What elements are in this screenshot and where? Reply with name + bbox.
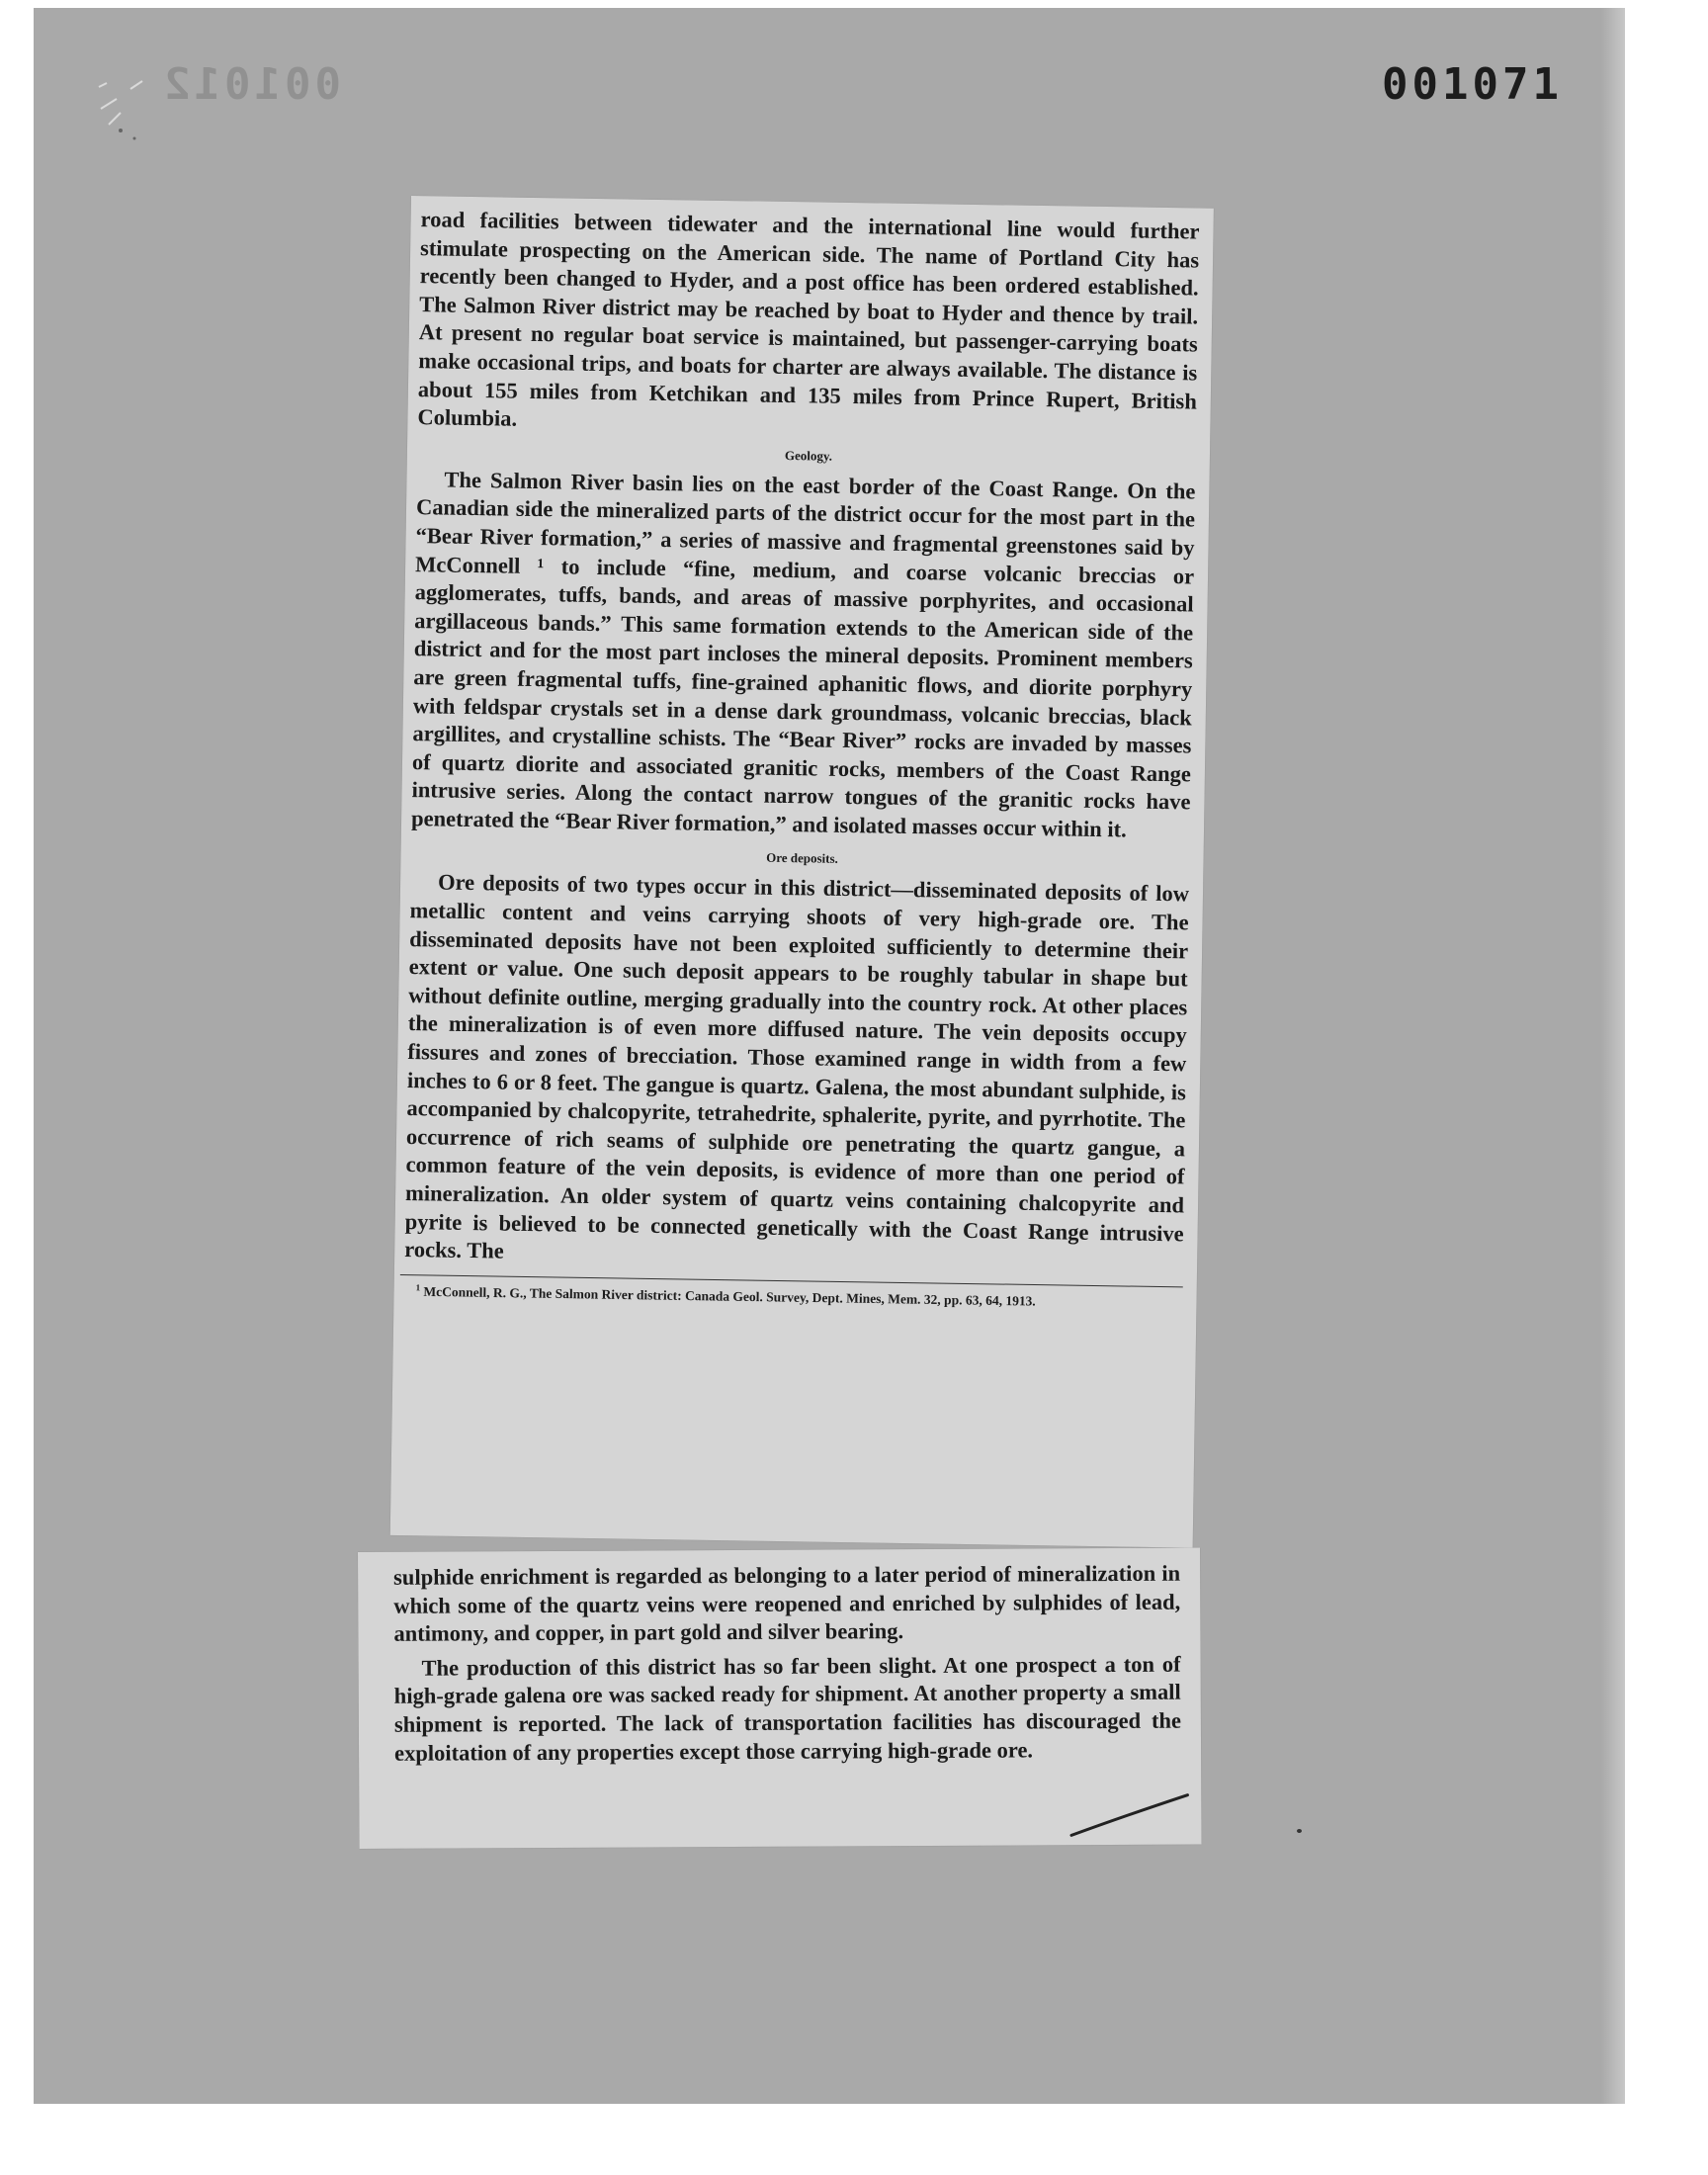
footnote-marker: 1 [415, 1281, 421, 1293]
page-number-stamp: 001071 [1382, 59, 1563, 110]
continuation-clipping [358, 1548, 1202, 1849]
continuation-paragraph: sulphide enrichment is regarded as belonging to a later period of mineralization in which some of the quartz veins were reopened and enriched by sulphides of lead, antimony, and copper, in part gold and silver bearing. [393, 1560, 1181, 1646]
footnote-text: McConnell, R. G., The Salmon River district: Canada Geol. Survey, Dept. Mines, Mem. 32, pp. 63, 64, 1913. [423, 1283, 1036, 1309]
production-paragraph: The production of this district has so far been slight. At one prospect a ton of high-grade galena ore was sacked ready for shipment. At another property a small shipment is reported. The lack of transportation facilities has discouraged the exploitation of any properties except those carrying high-grade ore. [393, 1651, 1181, 1766]
ore-deposits-paragraph: Ore deposits of two types occur in this district—disseminated deposits of low metallic content and veins carrying shoots of very high-grade ore. The disseminated deposits have not been exploited sufficiently to determine their extent or value. One such deposit appears to be roughly tabular in shape but without definite outline, merging gradually into the country rock. At other places the mineralization is of even more diffused nature. The vein deposits occupy fissures and zones of brecciation. Those examined range in width from a few inches to 6 or 8 feet. The gangue is quartz. Galena, the most abundant sulphide, is accompanied by chalcopyrite, tetrahedrite, sphalerite, pyrite, and pyrrhotite. The occurrence of rich seams of sulphide ore penetrating the quartz gangue, a common feature of the vein deposits, is evidence of more than one period of mineralization. An older system of quartz veins containing chalcopyrite and pyrite is believed to be connected genetically with the Coast Range intrusive rocks. The [404, 869, 1190, 1263]
geology-heading: Geology. [784, 447, 833, 464]
ore-deposits-heading: Ore deposits. [766, 850, 838, 867]
mirrored-page-number-stamp: 001012 [160, 59, 341, 110]
main-clipping [390, 196, 1214, 1548]
footnote [393, 1275, 1196, 1312]
geology-paragraph: The Salmon River basin lies on the east border of the Coast Range. On the Canadian side the mineralized parts of the district occur for the most part in the “Bear River formation,” a series of massive and fragmental greenstones said by McConnell ¹ to include “fine, medium, and coarse volcanic breccias or agglomerates, tuffs, bands, and areas of massive porphyrites, and occasional argillaceous bands.” This same formation extends to the American side of the district and for the most part incloses the mineral deposits. Prominent members are green fragmental tuffs, fine-grained aphanitic flows, and diorite porphyry with feldspar crystals set in a dense dark groundmass, volcanic breccias, black argillites, and crystalline schists. The “Bear River” rocks are invaded by masses of quartz diorite and associated granitic rocks, members of the Coast Range intrusive series. Along the contact narrow tongues of the granitic rocks have penetrated the “Bear River formation,” and isolated masses occur within it. [410, 467, 1196, 842]
smudge-mark [91, 69, 170, 148]
intro-paragraph: road facilities between tidewater and the international line would further stimulate prospecting on the American side. The name of Portland City has recently been changed to Hyder, and a post office has been ordered established. The Salmon River district may be reached by boat to Hyder and thence by trail. At present no regular boat service is maintained, but passenger-carrying boats make occasional trips, and boats for charter are always available. The distance is about 155 miles from Ketchikan and 135 miles from Prince Rupert, British Columbia. [417, 207, 1200, 431]
ink-speck [1297, 1829, 1302, 1833]
